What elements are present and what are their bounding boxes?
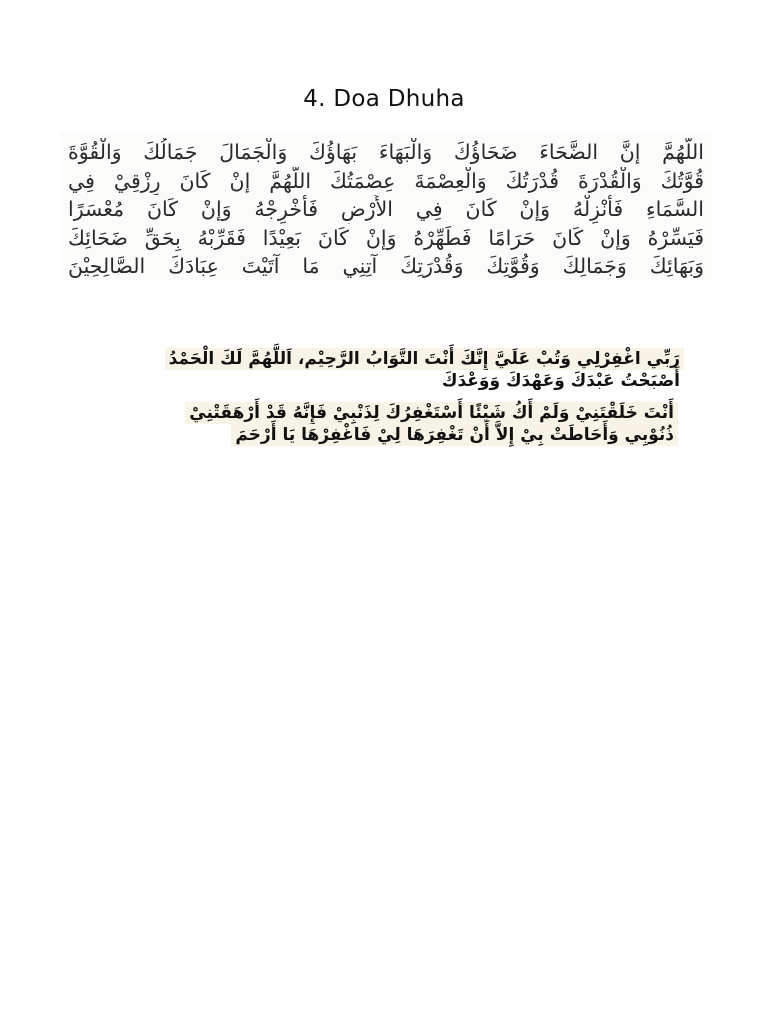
doa-line-1: اللّهُمَّ إنَّ الضَّحَاءَ ضَحَاؤُكَ وَالْبَهَاءَ بَهَاؤُكَ وَالْجَمَالَ جَمَالُكَ وَالْقُوَّةَ <box>68 140 704 164</box>
doa-line-4: فَيَسِّرْهُ وَإنْ كَانَ حَرَامًا فَطَهِّرْهُ وَإنْ كَانَ بَعِيْدًا فَقَرِّبْهُ بِحَقِّ ضَحَائِكَ <box>68 225 704 250</box>
istighfar-line-1: رَبِّي اغْفِرْلِي وَتُبْ عَلَيَّ إِنَّكَ أَنْتَ التَّوَابُ الرَّحِيْم، اَللَّهُمَّ لَكَ الْحَمْدُ <box>165 348 684 370</box>
doa-line-3: السَّمَاءِ فَأنْزِلْهُ وَإنْ كَانَ فِي الأَرْضِ فَأَخْرِجْهُ وَإنْ كَانَ مُعْسَرًا <box>68 197 704 221</box>
doa-dhuha-arabic-text <box>60 132 712 280</box>
doa-line-2: قُوَّتُكَ وَالْقُدْرَةَ قُدْرَتُكَ وَالْعِصْمَةَ عِصْمَتُكَ اللّهُمَّ إنْ كَانَ رِزْقِيْ فِي <box>68 168 704 193</box>
doa-line-5: وَبَهَائِكَ وَجَمَالِكَ وَقُوَّتِكَ وَقُدْرَتِكَ آتِنِي مَا آتَيْتَ عِبَادَكَ الصَّالِحِيْنَ <box>68 254 704 278</box>
istighfar-line-2: أَصْبَحْتُ عَبْدَكَ وَعَهْدَكَ وَوَعْدَكَ <box>438 370 684 392</box>
istighfar-line-3: أَنْتَ خَلَقْتَنِيْ وَلَمْ أَكُ شَيْئًا أَسْتَغْفِرُكَ لِذَنْبِيْ فَإِنَّهُ قَدْ أَرْهَقَتْنِيْ <box>185 402 678 424</box>
doa-istighfar-arabic-text <box>104 346 684 450</box>
istighfar-line-4: ذُنُوْبِي وَأَحَاطَتْ بِيْ إِلاَّ أَنْ تَغْفِرَهَا لِيْ فَاغْفِرْهَا يَا أَرْحَمَ <box>231 424 678 446</box>
page-title: 4. Doa Dhuha <box>303 86 465 112</box>
